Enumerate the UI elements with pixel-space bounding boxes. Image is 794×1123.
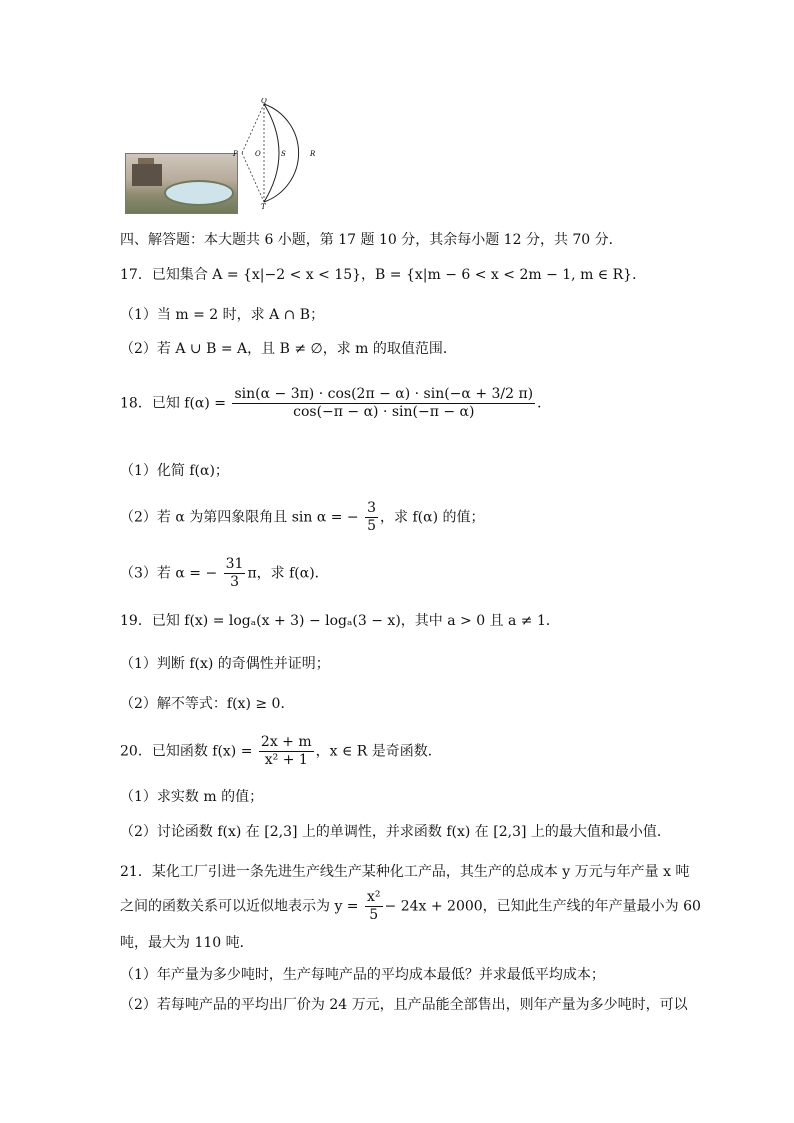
section-header: 四、解答题：本大题共 6 小题，第 17 题 10 分，其余每小题 12 分，共 70 分． bbox=[120, 232, 623, 248]
q21-line3: 吨，最大为 110 吨． bbox=[120, 935, 254, 951]
q18-part2-den: 5 bbox=[367, 518, 377, 534]
q18-part3-num: 31 bbox=[225, 556, 244, 572]
q18-end: ． bbox=[537, 395, 552, 412]
landscape-photo bbox=[125, 153, 238, 214]
q20-stem bbox=[120, 734, 442, 769]
q18-part2-lead: （2）若 α 为第四象限角且 sin α = − bbox=[120, 509, 359, 526]
label-s: S bbox=[281, 150, 286, 158]
q17-lead: 17．已知集合 bbox=[120, 267, 213, 283]
q21-part1: （1）年产量为多少吨时，生产每吨产品的平均成本最低？并求最低平均成本； bbox=[120, 967, 605, 983]
q21-line1: 21．某化工厂引进一条先进生产线生产某种化工产品，其生产的总成本 y 万元与年产量 x 吨 bbox=[120, 864, 690, 880]
q20-denominator: x² + 1 bbox=[264, 752, 308, 768]
q19-stem: 19．已知 f(x) = logₐ(x + 3) − logₐ(3 − x)，其中 a > 0 且 a ≠ 1． bbox=[120, 613, 560, 629]
q20-numerator: 2x + m bbox=[260, 734, 312, 750]
q18-part2-tail: ，求 f(α) 的值； bbox=[380, 509, 485, 526]
q18-lead: 18．已知 f(α) = bbox=[120, 395, 227, 412]
photo-building bbox=[132, 164, 162, 186]
label-q: Q bbox=[261, 98, 267, 105]
q17-set-b: B = {x|m − 6 < x < 2m − 1, m ∈ R} bbox=[375, 267, 633, 283]
q18-part3-fraction bbox=[224, 556, 246, 591]
q20-lead: 20．已知函数 f(x) = bbox=[120, 743, 253, 760]
q17-end: ． bbox=[632, 267, 647, 283]
q17-stem bbox=[120, 266, 646, 284]
q19-part2: （2）解不等式：f(x) ≥ 0． bbox=[120, 696, 295, 712]
photo-lake bbox=[164, 180, 234, 206]
q18-part2 bbox=[120, 500, 485, 535]
label-r: R bbox=[310, 150, 316, 158]
q17-part2: （2）若 A ∪ B = A，且 B ≠ ∅，求 m 的取值范围． bbox=[120, 341, 457, 357]
dashed-line-pt bbox=[242, 153, 264, 202]
q21-line2-tail: − 24x + 2000，已知此生产线的年产量最小为 60 bbox=[384, 898, 701, 915]
q21-numerator: x² bbox=[367, 889, 381, 905]
q18-part3 bbox=[120, 556, 329, 591]
q21-denominator: 5 bbox=[369, 907, 379, 923]
q21-line2-lead: 之间的函数关系可以近似地表示为 y = bbox=[120, 898, 359, 915]
q18-part3-lead: （3）若 α = − bbox=[120, 565, 218, 582]
q20-part2: （2）讨论函数 f(x) 在 [2,3] 上的单调性，并求函数 f(x) 在 [2,3] 上的最大值和最小值． bbox=[120, 824, 671, 840]
q18-part2-fraction bbox=[365, 500, 378, 535]
q18-denominator: cos(−π − α) · sin(−π − α) bbox=[293, 404, 475, 420]
q18-part2-num: 3 bbox=[367, 500, 377, 516]
q18-part3-tail: π，求 f(α)． bbox=[247, 565, 329, 582]
q21-part2: （2）若每吨产品的平均出厂价为 24 万元，且产品能全部售出，则年产量为多少吨时，可以 bbox=[120, 997, 688, 1013]
geometry-diagram bbox=[228, 98, 328, 210]
q18-part1: （1）化简 f(α)； bbox=[120, 463, 229, 479]
label-t: T bbox=[261, 203, 266, 210]
q17-set-a: A = {x|−2 < x < 15} bbox=[212, 267, 362, 283]
q21-line2 bbox=[120, 889, 701, 924]
q20-tail: ，x ∈ R 是奇函数． bbox=[315, 743, 442, 760]
label-p: P bbox=[233, 150, 238, 158]
q18-part3-den: 3 bbox=[230, 574, 240, 590]
q17-comma: ， bbox=[361, 267, 376, 283]
q21-fraction bbox=[365, 889, 383, 924]
q18-stem bbox=[120, 386, 551, 421]
inner-arc-s bbox=[264, 104, 279, 202]
q19-part1: （1）判断 f(x) 的奇偶性并证明； bbox=[120, 656, 330, 672]
q18-fraction bbox=[232, 386, 535, 421]
dashed-line-pq bbox=[242, 104, 264, 153]
q18-numerator: sin(α − 3π) · cos(2π − α) · sin(−α + 3/2 π) bbox=[234, 386, 534, 402]
q17-part1: （1）当 m = 2 时，求 A ∩ B； bbox=[120, 307, 325, 323]
label-o: O bbox=[255, 150, 261, 158]
q20-fraction bbox=[259, 734, 314, 769]
q20-part1: （1）求实数 m 的值； bbox=[120, 789, 264, 805]
